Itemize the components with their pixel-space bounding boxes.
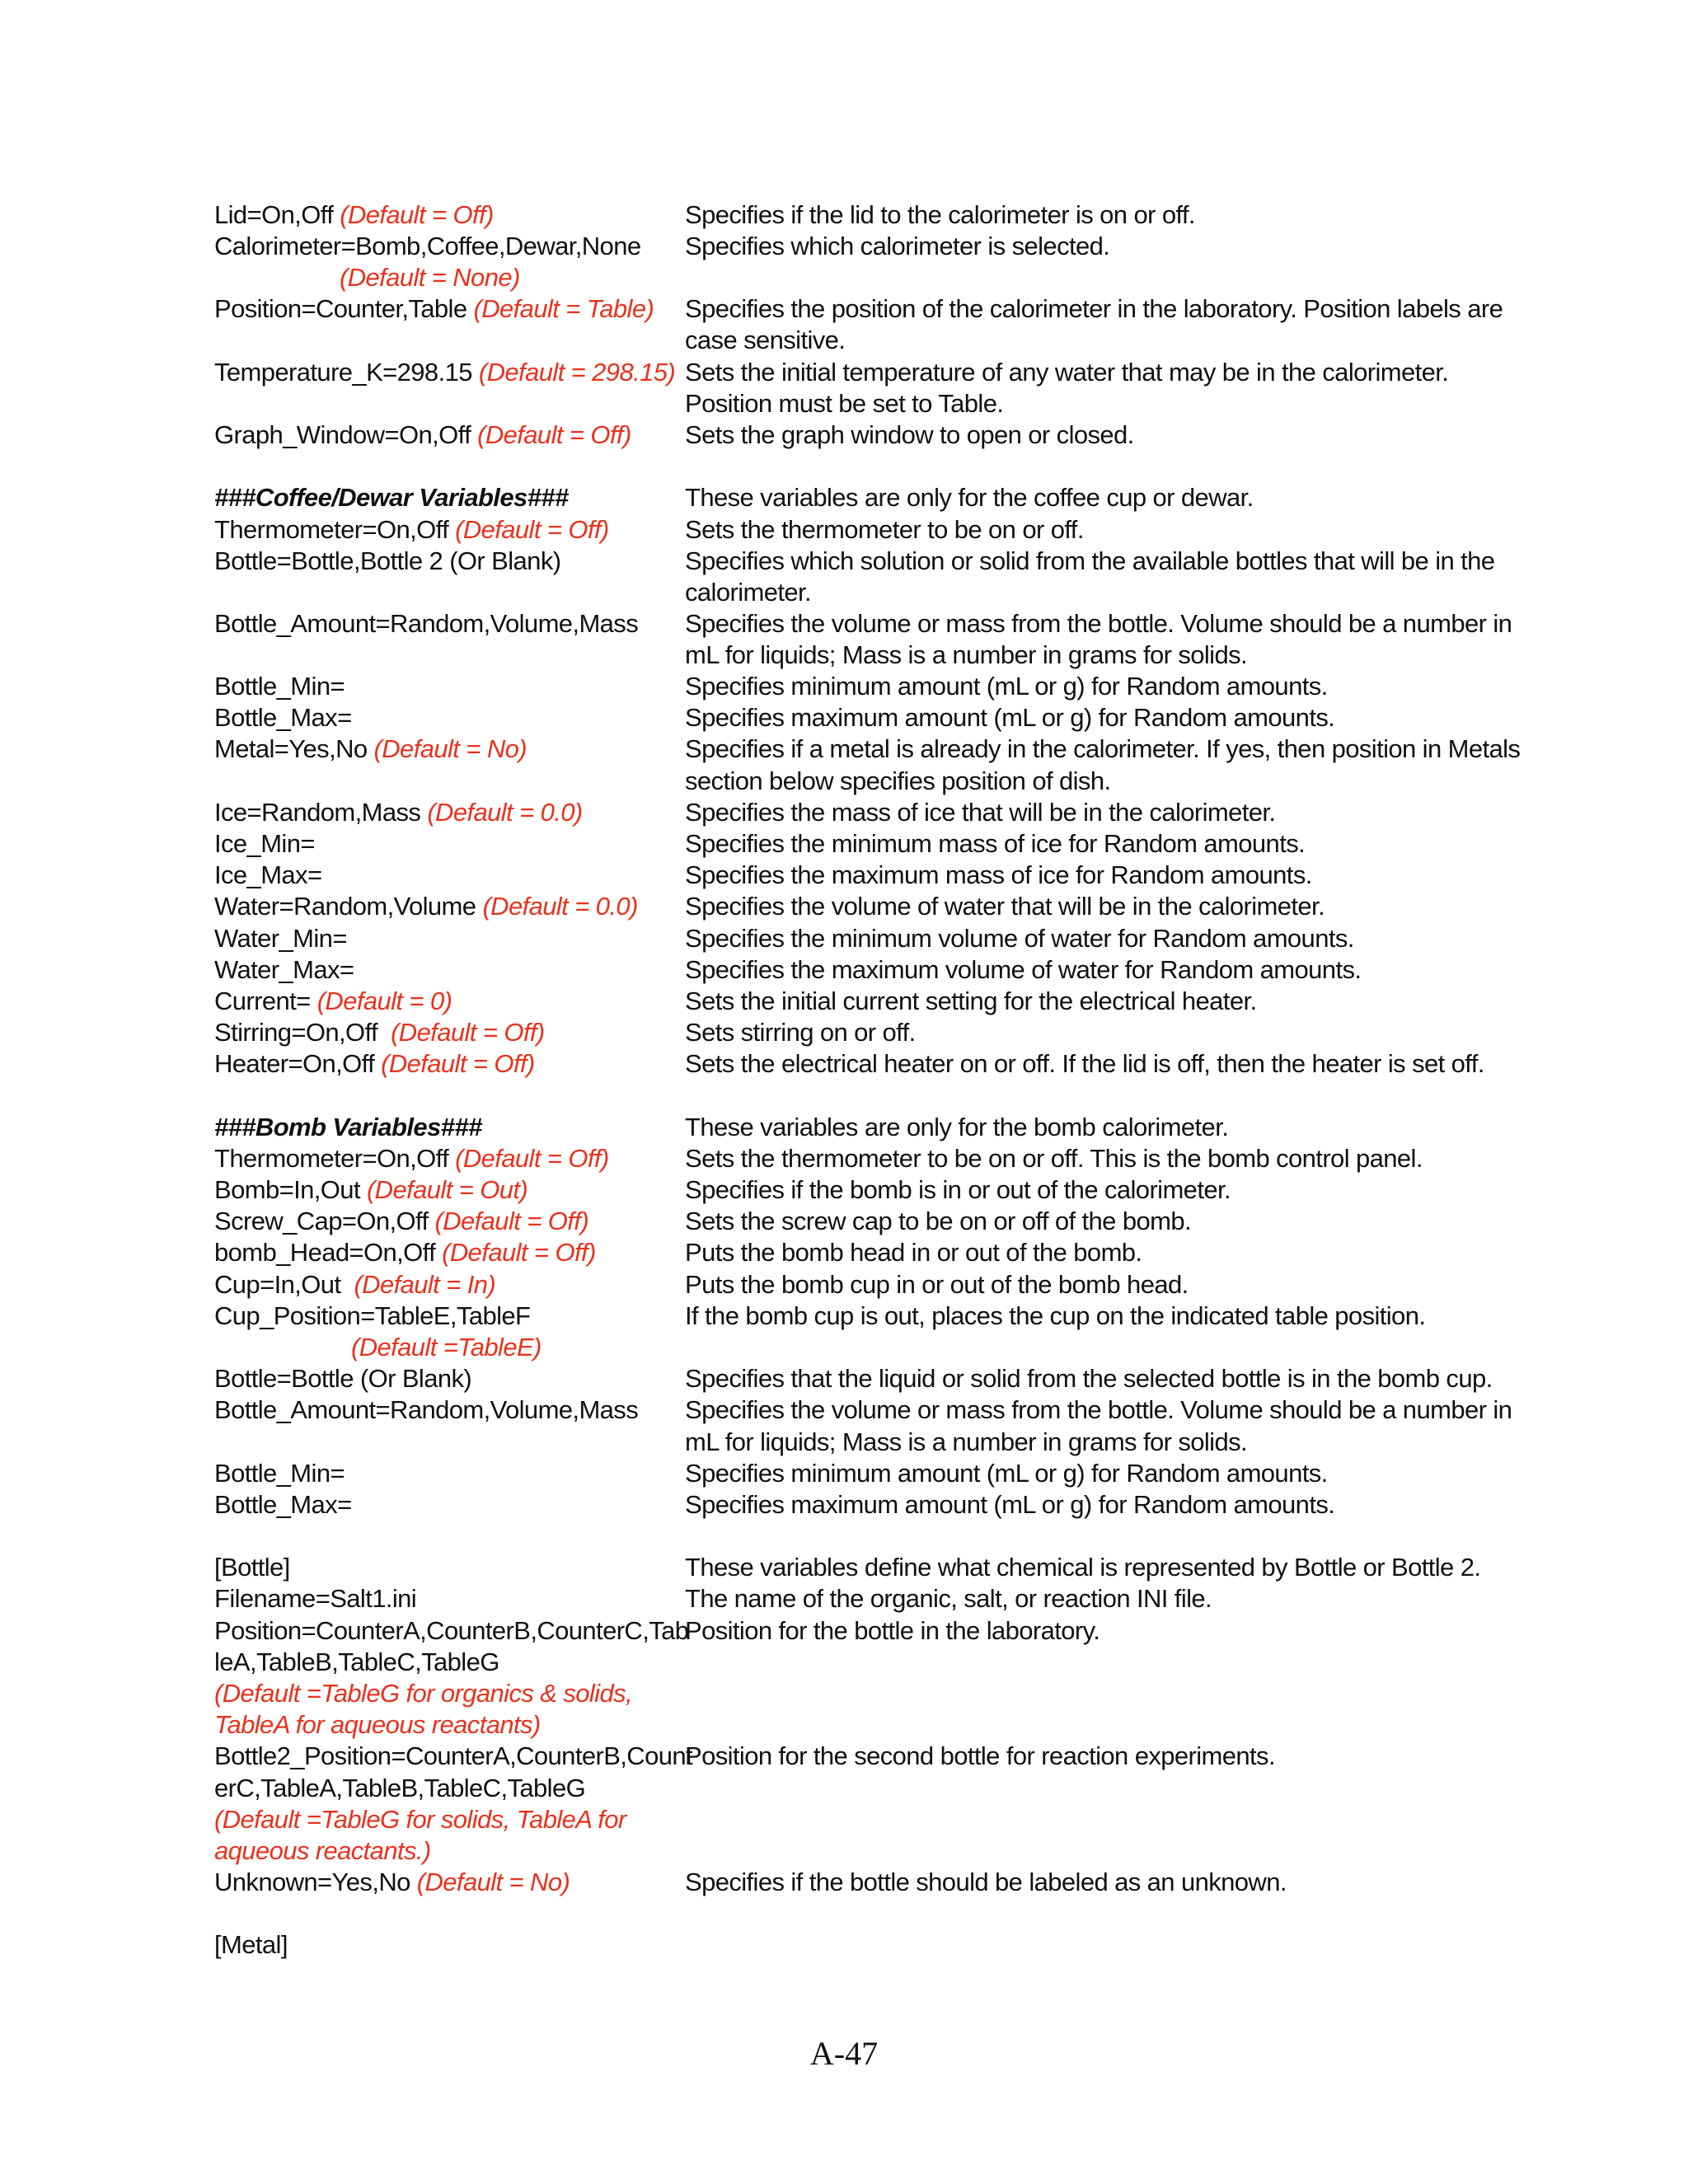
variable-description: Specifies minimum amount (mL or g) for Random amounts.	[685, 672, 1328, 701]
doc-line	[214, 231, 1484, 262]
default-value: (Default = None)	[340, 263, 520, 292]
variable-key: Stirring=On,Off	[214, 1018, 392, 1047]
variable-description: Specifies the volume or mass from the bottle. Volume should be a number in	[685, 1395, 1512, 1424]
default-value: (Default = Off)	[442, 1238, 596, 1267]
variable-description: Sets stirring on or off.	[685, 1018, 916, 1047]
doc-line	[214, 1427, 1484, 1458]
variable-description: Specifies the minimum volume of water for Random amounts.	[685, 924, 1354, 953]
default-value: (Default =TableG for solids, TableA for	[214, 1805, 626, 1834]
default-value: (Default = 298.15)	[478, 358, 676, 387]
doc-line	[214, 1394, 1512, 1426]
variable-column	[214, 1678, 632, 1709]
doc-line	[214, 1647, 1484, 1678]
section-header: ###Coffee/Dewar Variables###	[214, 483, 569, 512]
doc-line	[214, 1174, 1484, 1206]
doc-line	[214, 1552, 1484, 1583]
variable-column	[214, 828, 315, 860]
default-value: (Default = No)	[373, 734, 527, 763]
variable-column	[214, 1112, 482, 1143]
variable-column	[214, 1237, 596, 1268]
variable-description: Puts the bomb cup in or out of the bomb head.	[685, 1270, 1189, 1299]
variable-description: section below specifies position of dish.	[685, 766, 1111, 795]
default-value: (Default = 0)	[316, 987, 452, 1015]
doc-line	[214, 860, 1484, 891]
variable-key: erC,TableA,TableB,TableC,TableG	[214, 1774, 586, 1802]
doc-line	[214, 1143, 1484, 1174]
doc-line	[214, 1929, 1484, 1961]
variable-column	[214, 1394, 638, 1426]
variable-description: These variables are only for the bomb calorimeter.	[685, 1113, 1229, 1141]
variable-key: Water=Random,Volume	[214, 892, 483, 921]
variable-description: Position for the bottle in the laboratory.	[685, 1616, 1100, 1645]
variable-description: Specifies the position of the calorimeter in the laboratory. Position labels are	[685, 294, 1503, 323]
default-value: (Default = 0.0)	[482, 892, 638, 921]
doc-line	[214, 199, 1484, 231]
variable-key: Thermometer=On,Off	[214, 1144, 456, 1173]
variable-column	[214, 1048, 535, 1080]
variable-column	[214, 1552, 290, 1583]
variable-key: bomb_Head=On,Off	[214, 1238, 443, 1267]
variable-description: Sets the electrical heater on or off. If the lid is off, then the heater is set off.	[685, 1049, 1484, 1078]
doc-line	[214, 923, 1484, 954]
variable-column	[214, 1363, 471, 1394]
variable-description: Sets the screw cap to be on or off of the bomb.	[685, 1207, 1191, 1235]
doc-line	[214, 1048, 1484, 1080]
variable-description: Specifies the maximum volume of water for Random amounts.	[685, 955, 1362, 984]
variable-column	[214, 1017, 545, 1048]
doc-line	[214, 514, 1484, 546]
variable-column	[214, 1489, 352, 1521]
variable-column	[214, 1206, 588, 1237]
variable-column	[214, 231, 640, 262]
variable-key: Thermometer=On,Off	[214, 515, 456, 544]
variable-key: Lid=On,Off	[214, 200, 340, 229]
default-value: aqueous reactants.)	[214, 1836, 431, 1865]
variable-key: Bottle2_Position=CounterA,CounterB,Count	[214, 1741, 693, 1770]
doc-line	[214, 1206, 1484, 1237]
doc-line	[214, 608, 1512, 640]
variable-column	[214, 797, 583, 828]
default-value: (Default = In)	[354, 1270, 496, 1299]
variable-key: [Bottle]	[214, 1553, 290, 1582]
default-value: (Default = 0.0)	[427, 798, 583, 827]
variable-column	[214, 1301, 530, 1332]
doc-line	[214, 1835, 1484, 1867]
variable-column	[214, 923, 347, 954]
variable-description: Sets the graph window to open or closed.	[685, 420, 1134, 449]
variable-column	[214, 1174, 528, 1206]
doc-line	[214, 1363, 1493, 1394]
doc-line	[214, 1269, 1484, 1301]
default-value: (Default = Off)	[455, 515, 609, 544]
default-value: (Default =TableE)	[351, 1333, 542, 1361]
doc-line	[214, 640, 1484, 671]
variable-key: Bottle_Min=	[214, 672, 345, 701]
doc-line	[214, 1583, 1484, 1615]
variable-column	[214, 1741, 692, 1772]
variable-description: case sensitive.	[685, 326, 846, 354]
variable-description: Specifies if the bottle should be labeled as an unknown.	[685, 1868, 1287, 1896]
variable-key: Current=	[214, 987, 317, 1015]
default-value: (Default = Off)	[477, 420, 631, 449]
doc-line	[214, 733, 1521, 765]
variable-description: Puts the bomb head in or out of the bomb.	[685, 1238, 1142, 1267]
variable-description: Specifies the volume of water that will be in the calorimeter.	[685, 892, 1325, 921]
variable-description: Specifies if a metal is already in the calorimeter. If yes, then position in Metals	[685, 734, 1521, 763]
variable-description: Sets the thermometer to be on or off. This is the bomb control panel.	[685, 1144, 1423, 1173]
variable-key: Screw_Cap=On,Off	[214, 1207, 435, 1235]
doc-line	[214, 1741, 1484, 1772]
default-value: (Default = Off)	[434, 1207, 589, 1235]
doc-line	[214, 702, 1484, 733]
default-value: (Default = No)	[416, 1868, 570, 1896]
doc-line	[214, 1773, 1484, 1804]
variable-description: Specifies maximum amount (mL or g) for Random amounts.	[685, 703, 1335, 732]
doc-line	[214, 262, 1484, 293]
variable-key: Bottle_Amount=Random,Volume,Mass	[214, 1395, 639, 1424]
variable-column	[214, 1143, 609, 1174]
variable-column	[214, 733, 527, 765]
variable-description: Specifies the mass of ice that will be in the calorimeter.	[685, 798, 1276, 827]
doc-line	[214, 1332, 1484, 1363]
doc-line	[214, 482, 1484, 513]
variable-column	[214, 1867, 570, 1898]
default-value: (Default = Off)	[381, 1049, 535, 1078]
variable-column	[214, 514, 609, 546]
doc-line	[214, 954, 1484, 986]
variable-description: Specifies the maximum mass of ice for Random amounts.	[685, 860, 1312, 889]
variable-key: Cup_Position=TableE,TableF	[214, 1301, 531, 1330]
variable-column	[214, 546, 560, 577]
variable-description: Specifies which calorimeter is selected.	[685, 232, 1110, 260]
variable-description: Specifies if the bomb is in or out of the calorimeter.	[685, 1175, 1231, 1204]
doc-line	[214, 766, 1484, 797]
variable-description: Specifies maximum amount (mL or g) for Random amounts.	[685, 1490, 1335, 1519]
variable-column	[214, 891, 638, 922]
doc-line	[214, 1301, 1484, 1332]
doc-line	[214, 891, 1484, 922]
variable-key: Ice_Max=	[214, 860, 322, 889]
doc-line	[214, 1237, 1484, 1268]
variable-column	[214, 293, 654, 325]
variable-column	[214, 1929, 288, 1961]
doc-line	[214, 325, 1484, 356]
default-value: (Default = Off)	[340, 200, 494, 229]
variable-description: Specifies if the lid to the calorimeter is on or off.	[685, 200, 1195, 229]
variable-column	[214, 419, 631, 451]
variable-column	[214, 1583, 416, 1615]
variable-description: calorimeter.	[685, 578, 812, 607]
variable-column	[214, 1615, 688, 1647]
doc-line	[214, 1112, 1484, 1143]
variable-description: The name of the organic, salt, or reaction INI file.	[685, 1584, 1212, 1613]
variable-key: Unknown=Yes,No	[214, 1868, 417, 1896]
variable-column	[214, 671, 345, 702]
variable-column	[214, 1804, 626, 1835]
variable-key: Ice=Random,Mass	[214, 798, 428, 827]
variable-description: These variables are only for the coffee cup or dewar.	[685, 483, 1254, 512]
variable-key: Water_Max=	[214, 955, 354, 984]
doc-line	[214, 293, 1503, 325]
doc-line	[214, 419, 1484, 451]
variable-description: Specifies the minimum mass of ice for Random amounts.	[685, 829, 1306, 858]
variable-column	[214, 1709, 541, 1741]
variable-description: Sets the thermometer to be on or off.	[685, 515, 1084, 544]
default-value: (Default = Out)	[366, 1175, 528, 1204]
doc-line	[214, 357, 1484, 388]
variable-description: These variables define what chemical is represented by Bottle or Bottle 2.	[685, 1553, 1481, 1582]
variable-key: Bomb=In,Out	[214, 1175, 367, 1204]
variable-description: Specifies that the liquid or solid from the selected bottle is in the bomb cup.	[685, 1364, 1493, 1393]
variable-key: Calorimeter=Bomb,Coffee,Dewar,None	[214, 232, 641, 260]
variable-description: Sets the initial current setting for the electrical heater.	[685, 987, 1257, 1015]
variable-description: Specifies which solution or solid from the available bottles that will be in the	[685, 546, 1495, 575]
variable-column	[214, 954, 354, 986]
variable-column	[214, 1458, 345, 1489]
variable-key: leA,TableB,TableC,TableG	[214, 1647, 499, 1676]
variable-key: Metal=Yes,No	[214, 734, 374, 763]
variable-key: Water_Min=	[214, 924, 347, 953]
variable-column	[214, 1269, 495, 1301]
default-value: (Default = Off)	[455, 1144, 609, 1173]
doc-line	[214, 1489, 1484, 1521]
page-number: A-47	[809, 2035, 879, 2072]
variable-key: Position=Counter,Table	[214, 294, 474, 323]
section-header: ###Bomb Variables###	[214, 1113, 482, 1141]
variable-description: Specifies minimum amount (mL or g) for Random amounts.	[685, 1459, 1328, 1488]
variable-column	[214, 1773, 585, 1804]
variable-key: Temperature_K=298.15	[214, 358, 479, 387]
default-value: (Default =TableG for organics & solids,	[214, 1679, 633, 1708]
doc-line	[214, 1678, 1484, 1709]
variable-column	[214, 608, 638, 640]
variable-key: [Metal]	[214, 1930, 288, 1959]
variable-column	[214, 860, 321, 891]
doc-line	[214, 828, 1484, 860]
variable-column	[214, 199, 494, 231]
doc-line	[214, 388, 1484, 419]
variable-key: Filename=Salt1.ini	[214, 1584, 417, 1613]
variable-key: Heater=On,Off	[214, 1049, 382, 1078]
variable-key: Bottle_Max=	[214, 703, 352, 732]
doc-line	[214, 1615, 1484, 1647]
variable-description: Sets the initial temperature of any water that may be in the calorimeter.	[685, 358, 1449, 387]
variable-key: Ice_Min=	[214, 829, 315, 858]
variable-key: Bottle=Bottle (Or Blank)	[214, 1364, 472, 1393]
variable-description: Specifies the volume or mass from the bottle. Volume should be a number in	[685, 609, 1512, 638]
doc-line	[214, 1804, 1484, 1835]
doc-line	[214, 546, 1495, 577]
doc-line	[214, 671, 1484, 702]
variable-key: Graph_Window=On,Off	[214, 420, 478, 449]
variable-column	[214, 482, 569, 513]
variable-key: Bottle_Min=	[214, 1459, 345, 1488]
default-value: (Default = Table)	[473, 294, 654, 323]
variable-column	[214, 1835, 431, 1867]
variable-key: Bottle_Amount=Random,Volume,Mass	[214, 609, 639, 638]
doc-line	[214, 577, 1484, 608]
variable-key: Cup=In,Out	[214, 1270, 354, 1299]
variable-column	[214, 986, 452, 1017]
variable-column	[214, 357, 675, 388]
variable-key: Bottle_Max=	[214, 1490, 352, 1519]
variable-description: Position must be set to Table.	[685, 389, 1004, 418]
doc-line	[214, 1458, 1484, 1489]
doc-line	[214, 986, 1484, 1017]
variable-description: If the bomb cup is out, places the cup on the indicated table position.	[685, 1301, 1426, 1330]
doc-line	[214, 797, 1484, 828]
variable-column	[340, 262, 520, 293]
doc-line	[214, 1867, 1484, 1898]
variable-description: Position for the second bottle for reaction experiments.	[685, 1741, 1275, 1770]
doc-line	[214, 1017, 1484, 1048]
variable-column	[351, 1332, 542, 1363]
variable-column	[214, 702, 352, 733]
variable-column	[214, 1647, 499, 1678]
doc-line	[214, 1709, 1484, 1741]
variable-key: Position=CounterA,CounterB,CounterC,Tab	[214, 1616, 689, 1645]
variable-description: mL for liquids; Mass is a number in grams for solids.	[685, 1427, 1248, 1456]
default-value: TableA for aqueous reactants)	[214, 1710, 541, 1739]
variable-key: Bottle=Bottle,Bottle 2 (Or Blank)	[214, 546, 561, 575]
variable-description: mL for liquids; Mass is a number in grams for solids.	[685, 640, 1248, 669]
default-value: (Default = Off)	[391, 1018, 545, 1047]
